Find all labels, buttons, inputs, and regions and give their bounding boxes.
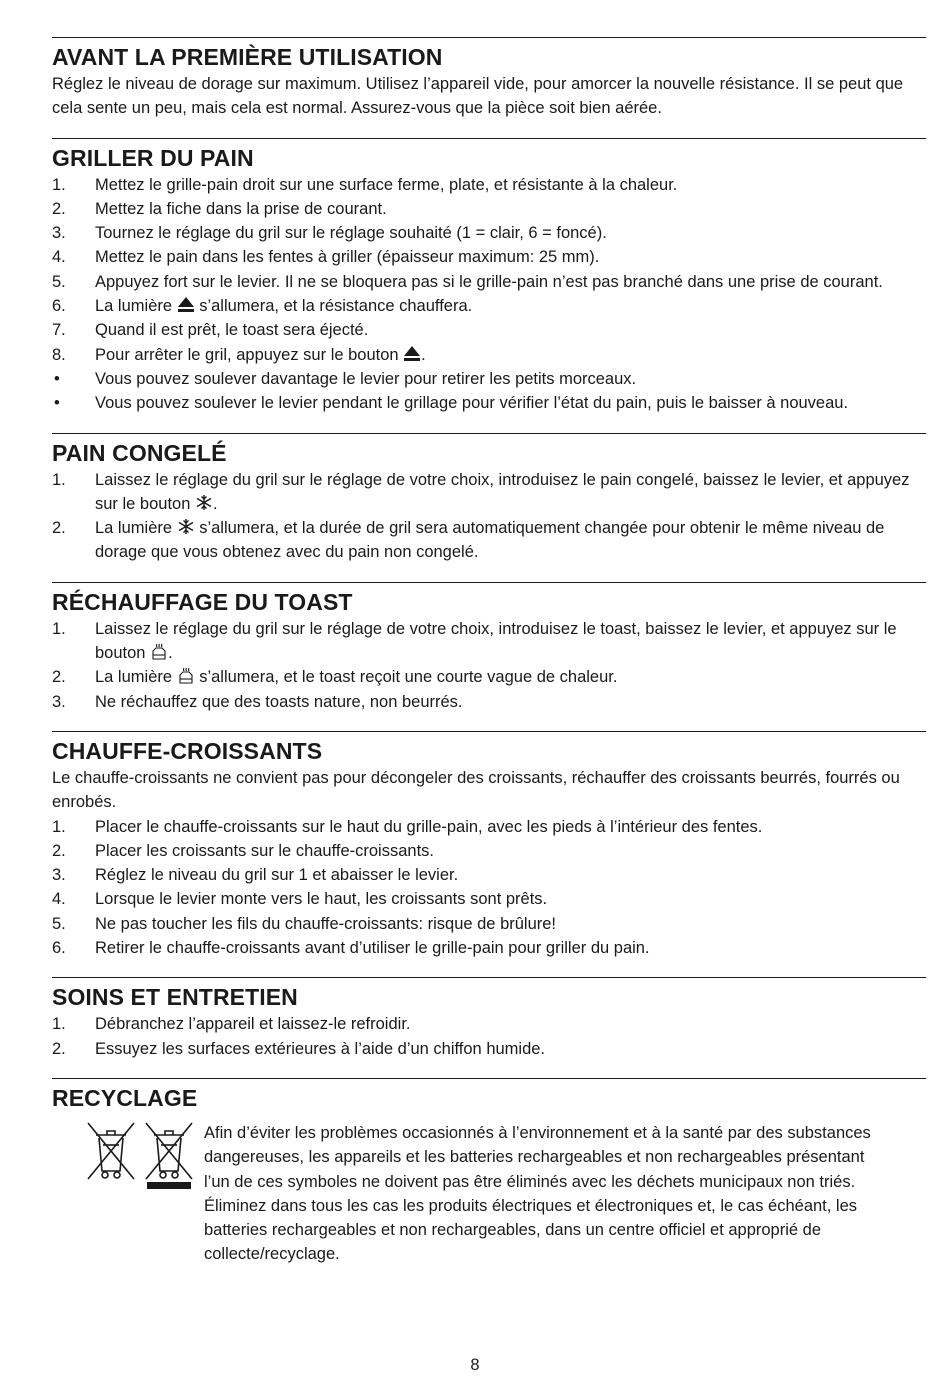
sections-container [52,37,926,1061]
item-text: s’allumera, et la durée de gril sera automatiquement changée pour obtenir le même niveau de dorage que vous obtenez avec du pain non congelé. [95,519,885,562]
item-text: Ne réchauffez que des toasts nature, non beurrés. [95,692,463,711]
list-item [52,221,926,245]
item-text: La lumière [95,297,177,316]
item-number: 5. [52,914,66,933]
list-item [52,887,926,911]
weee-symbols [86,1121,196,1191]
snowflake-icon [195,494,213,511]
list-item [52,936,926,960]
item-number: 3. [52,692,66,711]
item-number: 1. [52,817,66,836]
section-title: RÉCHAUFFAGE DU TOAST [52,588,353,615]
item-text: Pour arrêter le gril, appuyez sur le bouton [95,345,404,364]
item-text: Laissez le réglage du gril sur le réglage de votre choix, introduisez le pain congelé, baissez le levier, et appuyez sur le bouton [95,470,910,513]
numbered-list [52,1012,926,1061]
item-text: Mettez la fiche dans la prise de courant. [95,199,387,218]
section-intro: Le chauffe-croissants ne convient pas pour décongeler des croissants, réchauffer des croissants beurrés, fourrés ou enrobés. [52,768,900,812]
numbered-list [52,617,926,714]
item-text: s’allumera, et la résistance chauffera. [194,297,473,316]
eject-icon [403,345,421,362]
page-number: 8 [470,1356,480,1374]
list-item [52,270,926,294]
eject-icon [177,296,195,313]
item-text: s’allumera, et le toast reçoit une courte vague de chaleur. [194,668,618,687]
item-text: Essuyez les surfaces extérieures à l’aide d’un chiffon humide. [95,1039,546,1058]
item-number: 4. [52,890,66,909]
item-number: 7. [52,321,66,340]
item-text: Retirer le chauffe-croissants avant d’utiliser le grille-pain pour griller du pain. [95,939,650,958]
list-item [52,516,926,565]
item-text: Placer les croissants sur le chauffe-croissants. [95,841,434,860]
item-number: 8. [52,345,66,364]
item-text: Ne pas toucher les fils du chauffe-croissants: risque de brûlure! [95,914,557,933]
list-item [52,1037,926,1061]
item-text: Laissez le réglage du gril sur le réglage de votre choix, introduisez le toast, baissez le levier, et appuyez sur le bouton [95,619,897,663]
item-text: La lumière [95,519,177,538]
item-text: Mettez le grille-pain droit sur une surface ferme, plate, et résistante à la chaleur. [95,175,678,194]
section-title: RECYCLAGE [52,1084,198,1111]
item-number: 1. [52,175,66,194]
item-text: Débranchez l’appareil et laissez-le refroidir. [95,1015,411,1034]
list-item [52,815,926,839]
section [52,433,926,565]
section-title: SOINS ET ENTRETIEN [52,984,298,1011]
section [52,731,926,960]
item-text: Quand il est prêt, le toast sera éjecté. [95,321,369,340]
item-number: 2. [52,841,66,860]
bullet-marker: • [54,369,60,388]
item-text: Placer le chauffe-croissants sur le haut du grille-pain, avec les pieds à l’intérieur des fentes. [95,817,763,836]
bullet-list [52,367,926,416]
numbered-list [52,173,926,367]
numbered-list [52,815,926,961]
item-number: 3. [52,224,66,243]
item-number: 2. [52,1039,66,1058]
item-text: Vous pouvez soulever le levier pendant le grillage pour vérifier l’état du pain, puis le baisser à nouveau. [95,394,849,413]
item-number: 5. [52,272,66,291]
section-title: AVANT LA PREMIÈRE UTILISATION [52,44,443,70]
list-item [52,690,926,714]
item-text: . [212,494,218,513]
item-text: Tournez le réglage du gril sur le réglage souhaité (1 = clair, 6 = foncé). [95,224,607,243]
item-number: 3. [52,866,66,885]
bullet-item [52,391,926,415]
snowflake-icon [177,518,195,535]
item-number: 4. [52,248,66,267]
item-text: Appuyez fort sur le levier. Il ne se bloquera pas si le grille-pain n’est pas branché dans une prise de courant. [95,272,883,291]
item-number: 1. [52,619,66,638]
item-text: Réglez le niveau du gril sur 1 et abaisser le levier. [95,866,459,885]
list-item [52,617,926,666]
bullet-item [52,367,926,391]
section-recycling [52,1078,926,1281]
list-item [52,468,926,517]
manual-page [52,37,926,1281]
list-item [52,294,926,318]
item-text: . [421,345,426,364]
list-item [52,839,926,863]
reheat-icon [177,667,195,684]
list-item [52,665,926,689]
list-item [52,1012,926,1036]
list-item [52,197,926,221]
item-number: 1. [52,1015,66,1034]
item-number: 6. [52,297,66,316]
item-number: 6. [52,939,66,958]
item-text: La lumière [95,668,177,687]
recycling-body [52,1121,926,1281]
section-intro: Réglez le niveau de dorage sur maximum. Utilisez l’appareil vide, pour amorcer la nouvelle résistance. Il se peut que cela sente un peu, mais cela est normal. Assurez-vous que la pièce soit bien aérée. [52,75,904,118]
section-title: PAIN CONGELÉ [52,439,227,466]
item-text: Mettez le pain dans les fentes à griller (épaisseur maximum: 25 mm). [95,248,600,267]
bullet-marker: • [54,394,60,413]
item-number: 1. [52,470,66,489]
list-item [52,173,926,197]
section-title: GRILLER DU PAIN [52,144,254,171]
section-title: CHAUFFE-CROISSANTS [52,737,323,764]
list-item [52,863,926,887]
item-number: 2. [52,199,66,218]
item-text: . [168,644,173,663]
section [52,37,926,121]
section [52,138,926,416]
reheat-icon [150,643,168,660]
section [52,977,926,1061]
item-text: Vous pouvez soulever davantage le levier pour retirer les petits morceaux. [95,369,637,388]
numbered-list [52,468,926,565]
list-item [52,343,926,367]
recycling-text: Afin d’éviter les problèmes occasionnés à l’environnement et à la santé par des substances dangereuses, les appareils et les batteries rechargeables et non rechargeables présentant l’un de ces symboles ne doivent pas être éliminés avec les déchets municipaux non triés. Éliminez dans tous les cas les produits électriques et électroniques et, le cas échéant, les batteries rechargeables et non rechargeables, dans un centre officiel et approprié de collecte/recyclage. [204,1123,871,1264]
list-item [52,245,926,269]
crossed-bin-with-bar-icon [146,1123,192,1189]
item-number: 2. [52,668,66,687]
list-item [52,318,926,342]
item-text: Lorsque le levier monte vers le haut, les croissants sont prêts. [95,890,548,909]
item-number: 2. [52,519,66,538]
list-item [52,912,926,936]
crossed-bin-icon [88,1123,134,1179]
section [52,582,926,714]
